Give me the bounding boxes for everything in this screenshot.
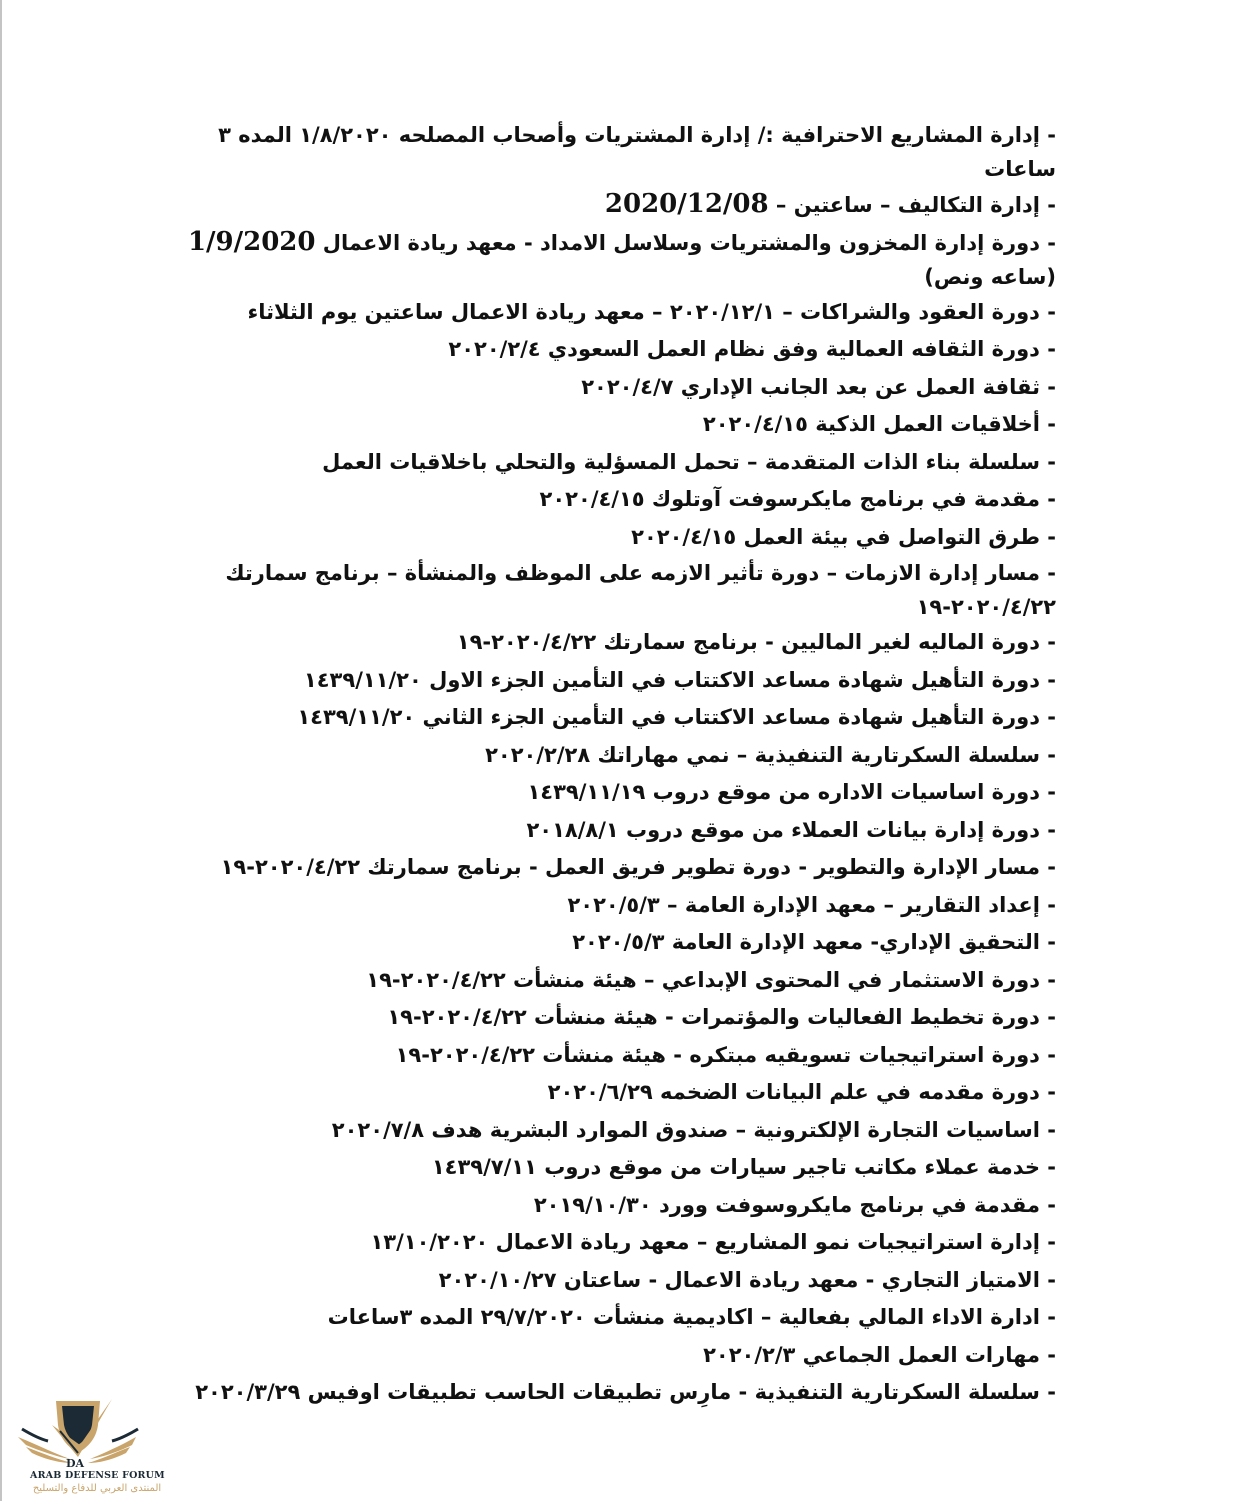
list-item: - طرق التواصل في بيئة العمل ٢٠٢٠/٤/١٥ bbox=[631, 524, 1056, 549]
list-item: - دورة تخطيط الفعاليات والمؤتمرات - هيئة منشأت ٢٠٢٠/٤/٢٢-١٩ bbox=[387, 1005, 1056, 1029]
list-item: - دورة الثقافه العمالية وفق نظام العمل السعودي ٢٠٢٠/٢/٤ bbox=[448, 337, 1056, 361]
list-item: - مهارات العمل الجماعي ٢٠٢٠/٢/٣ bbox=[703, 1342, 1056, 1367]
date-text: 1/9/2020 bbox=[187, 226, 316, 257]
list-item: - سلسلة بناء الذات المتقدمة – تحمل المسؤلية والتحلي باخلاقيات العمل bbox=[322, 449, 1056, 474]
list-item: - اساسيات التجارة الإلكترونية – صندوق الموارد البشرية هدف ٢٠٢٠/٧/٨ bbox=[331, 1117, 1056, 1142]
list-item: - دورة استراتيجيات تسويقيه مبتكره - هيئة منشأت ٢٠٢٠/٤/٢٢-١٩ bbox=[395, 1042, 1056, 1067]
list-item: - دورة إدارة بيانات العملاء من موقع دروب ٢٠١٨/٨/١ bbox=[526, 817, 1056, 842]
list-item: - سلسلة السكرتارية التنفيذية – نمي مهاراتك ٢٠٢٠/٢/٢٨ bbox=[485, 742, 1056, 767]
list-item: - التحقيق الإداري- معهد الإدارة العامة ٢٠٢٠/٥/٣ bbox=[572, 930, 1056, 954]
logo-initials: DA bbox=[66, 1457, 85, 1470]
date-text: 2020/12/08 bbox=[604, 189, 769, 219]
list-item: - أخلاقيات العمل الذكية ٢٠٢٠/٤/١٥ bbox=[702, 412, 1056, 436]
list-item: - سلسلة السكرتارية التنفيذية - مارِس تطبيقات الحاسب تطبيقات اوفيس ٢٠٢٠/٣/٢٩ bbox=[195, 1380, 1056, 1404]
list-item: - دورة مقدمه في علم البيانات الضخمه ٢٠٢٠/٦/٢٩ bbox=[547, 1080, 1056, 1104]
course-list bbox=[186, 118, 1056, 1412]
list-item: - دورة إدارة المخزون والمشتريات وسلاسل الامداد - معهد ريادة الاعمال 1/9/2020 (ساعه ونص) bbox=[187, 226, 1056, 289]
list-item: - مسار الإدارة والتطوير - دورة تطوير فريق العمل - برنامج سمارتك ٢٠٢٠/٤/٢٢-١٩ bbox=[220, 855, 1056, 879]
shield-wings-icon bbox=[8, 1395, 198, 1473]
page-left-border bbox=[0, 0, 2, 1501]
list-item: - خدمة عملاء مكاتب تاجير سيارات من موقع دروب ١٤٣٩/٧/١١ bbox=[431, 1155, 1056, 1179]
list-item: - إدارة استراتيجيات نمو المشاريع – معهد ريادة الاعمال ١٣/١٠/٢٠٢٠ bbox=[370, 1230, 1056, 1254]
list-item: - ثقافة العمل عن بعد الجانب الإداري ٢٠٢٠/٤/٧ bbox=[581, 374, 1056, 399]
list-item: - مسار إدارة الازمات – دورة تأثير الازمه على الموظف والمنشأة – برنامج سمارتك ٢٠٢٠/٤/٢٢-١٩ bbox=[225, 561, 1056, 619]
list-item: - مقدمة في برنامج مايكرسوفت آوتلوك ٢٠٢٠/٤/١٥ bbox=[539, 487, 1056, 511]
list-item: - إدارة التكاليف – ساعتين – 2020/12/08 bbox=[604, 189, 1056, 219]
watermark-logo bbox=[8, 1395, 198, 1501]
list-item: - إعداد التقارير – معهد الإدارة العامة – ٢٠٢٠/٥/٣ bbox=[567, 892, 1056, 917]
list-item: - دورة التأهيل شهادة مساعد الاكتتاب في التأمين الجزء الاول ١٤٣٩/١١/٢٠ bbox=[303, 667, 1056, 692]
list-item: - إدارة المشاريع الاحترافية :/ إدارة المشتريات وأصحاب المصلحه ١/٨/٢٠٢٠ المده ٣ ساعات bbox=[218, 123, 1056, 181]
list-item: - دورة اساسيات الاداره من موقع دروب ١٤٣٩/١١/١٩ bbox=[527, 780, 1056, 804]
list-item: - دورة الاستثمار في المحتوى الإبداعي – هيئة منشأت ٢٠٢٠/٤/٢٢-١٩ bbox=[366, 967, 1056, 992]
list-item: - الامتياز التجاري - معهد ريادة الاعمال - ساعتان ٢٠٢٠/١٠/٢٧ bbox=[438, 1267, 1056, 1292]
logo-name-arabic: المنتدى العربي للدفاع والتسليح bbox=[32, 1483, 162, 1494]
list-item: - مقدمة في برنامج مايكروسوفت وورد ٢٠١٩/١٠/٣٠ bbox=[533, 1192, 1056, 1217]
list-item: - ادارة الاداء المالي بفعالية – اكاديمية منشأت ٢٩/٧/٢٠٢٠ المده ٣ساعات bbox=[327, 1305, 1056, 1329]
logo-name-english: ARAB DEFENSE FORUM bbox=[30, 1470, 165, 1481]
list-item: - دورة التأهيل شهادة مساعد الاكتتاب في التأمين الجزء الثاني ١٤٣٩/١١/٢٠ bbox=[297, 705, 1056, 729]
list-item: - دورة العقود والشراكات – ٢٠٢٠/١٢/١ – معهد ريادة الاعمال ساعتين يوم الثلاثاء bbox=[247, 299, 1056, 324]
list-item: - دورة الماليه لغير الماليين - برنامج سمارتك ٢٠٢٠/٤/٢٢-١٩ bbox=[456, 630, 1056, 654]
